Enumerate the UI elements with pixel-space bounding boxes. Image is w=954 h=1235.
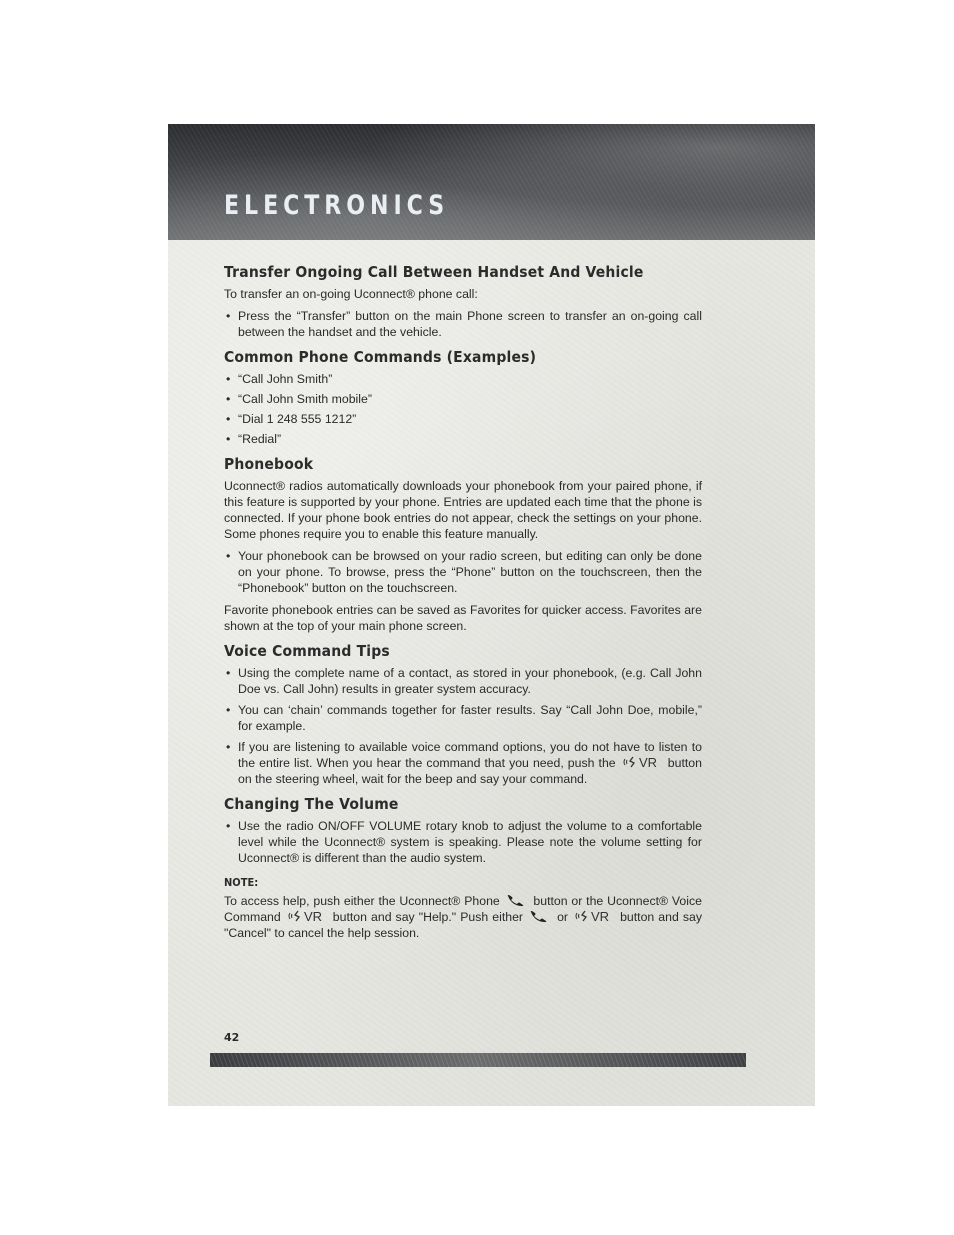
volume-heading: Changing The Volume bbox=[224, 795, 399, 813]
favorites-paragraph: Favorite phonebook entries can be saved as Favorites for quicker access. Favorites are shown at the top of your main phone screen. bbox=[224, 603, 702, 633]
phonebook-section bbox=[224, 456, 702, 634]
transfer-list bbox=[224, 308, 702, 340]
voice-bullet bbox=[224, 739, 702, 787]
page-number: 42 bbox=[224, 1031, 240, 1044]
voice-bullet-text-end: button on the steering wheel, wait for the beep and say your command. bbox=[238, 756, 702, 786]
transfer-intro: To transfer an on-going Uconnect® phone call: bbox=[224, 287, 478, 301]
phone-icon bbox=[527, 910, 553, 922]
commands-section bbox=[224, 349, 702, 447]
voice-recognition-icon bbox=[574, 909, 614, 923]
voice-bullet: • You can ‘chain’ commands together for faster results. Say “Call John Doe, mobile,” for example. bbox=[224, 702, 702, 734]
vr-label: VR bbox=[591, 909, 610, 923]
volume-bullet: • Use the radio ON/OFF VOLUME rotary knob to adjust the volume to a comfortable level while the Uconnect® system is speaking. Please note the volume setting for Uconnect® is different than the audio system. bbox=[224, 818, 702, 866]
command-item: • “Redial” bbox=[224, 431, 702, 447]
voice-list bbox=[224, 665, 702, 787]
vr-label: VR bbox=[638, 755, 657, 769]
phonebook-paragraph: Uconnect® radios automatically downloads your phonebook from your paired phone, if this feature is supported by your phone. Entries are updated each time that the phone is connected. If your phone book entries do not appear, check the settings on your phone. Some phones require you to enable this feature manually. bbox=[224, 479, 702, 541]
note-text-5: button and say "Cancel" to cancel the help session. bbox=[224, 910, 702, 940]
voice-heading: Voice Command Tips bbox=[224, 642, 390, 660]
note-text bbox=[224, 893, 702, 941]
phone-icon bbox=[504, 894, 530, 906]
header-band bbox=[168, 124, 815, 240]
note-text-4: or bbox=[557, 910, 569, 924]
manual-page bbox=[168, 124, 815, 1106]
phonebook-heading: Phonebook bbox=[224, 455, 314, 473]
note-label: NOTE: bbox=[224, 876, 259, 889]
section-title: ELECTRONICS bbox=[224, 190, 450, 221]
note-text-1: To access help, push either the Uconnect® Phone bbox=[224, 894, 500, 908]
commands-list bbox=[224, 371, 702, 447]
vr-label: VR bbox=[303, 909, 322, 923]
voice-bullet-text: If you are listening to available voice command options, you do not have to listen to the entire list. When you hear the command that you need, push the bbox=[238, 740, 702, 770]
voice-bullet: • Using the complete name of a contact, as stored in your phonebook, (e.g. Call John Doe vs. Call John) results in greater system accuracy. bbox=[224, 665, 702, 697]
phonebook-list bbox=[224, 548, 702, 596]
command-item: • “Dial 1 248 555 1212” bbox=[224, 411, 702, 427]
transfer-bullet: • Press the “Transfer” button on the main Phone screen to transfer an on-going call between the handset and the vehicle. bbox=[224, 308, 702, 340]
transfer-section bbox=[224, 264, 702, 340]
volume-section bbox=[224, 796, 702, 866]
voice-section bbox=[224, 643, 702, 787]
note-block bbox=[224, 875, 702, 941]
note-text-2: button or the Uconnect® Voice Command bbox=[224, 894, 702, 924]
voice-recognition-icon bbox=[622, 755, 662, 769]
command-item: • “Call John Smith” bbox=[224, 371, 702, 387]
volume-list bbox=[224, 818, 702, 866]
page-content bbox=[224, 264, 702, 947]
note-text-3: button and say "Help." Push either bbox=[332, 910, 524, 924]
voice-recognition-icon bbox=[287, 909, 327, 923]
command-item: • “Call John Smith mobile” bbox=[224, 391, 702, 407]
transfer-heading: Transfer Ongoing Call Between Handset And Vehicle bbox=[224, 263, 644, 281]
phonebook-bullet: • Your phonebook can be browsed on your radio screen, but editing can only be done on your phone. To browse, press the “Phone” button on the touchscreen, then the “Phonebook” button on the touchscreen. bbox=[224, 548, 702, 596]
commands-heading: Common Phone Commands (Examples) bbox=[224, 348, 537, 366]
footer-bar bbox=[210, 1053, 746, 1067]
